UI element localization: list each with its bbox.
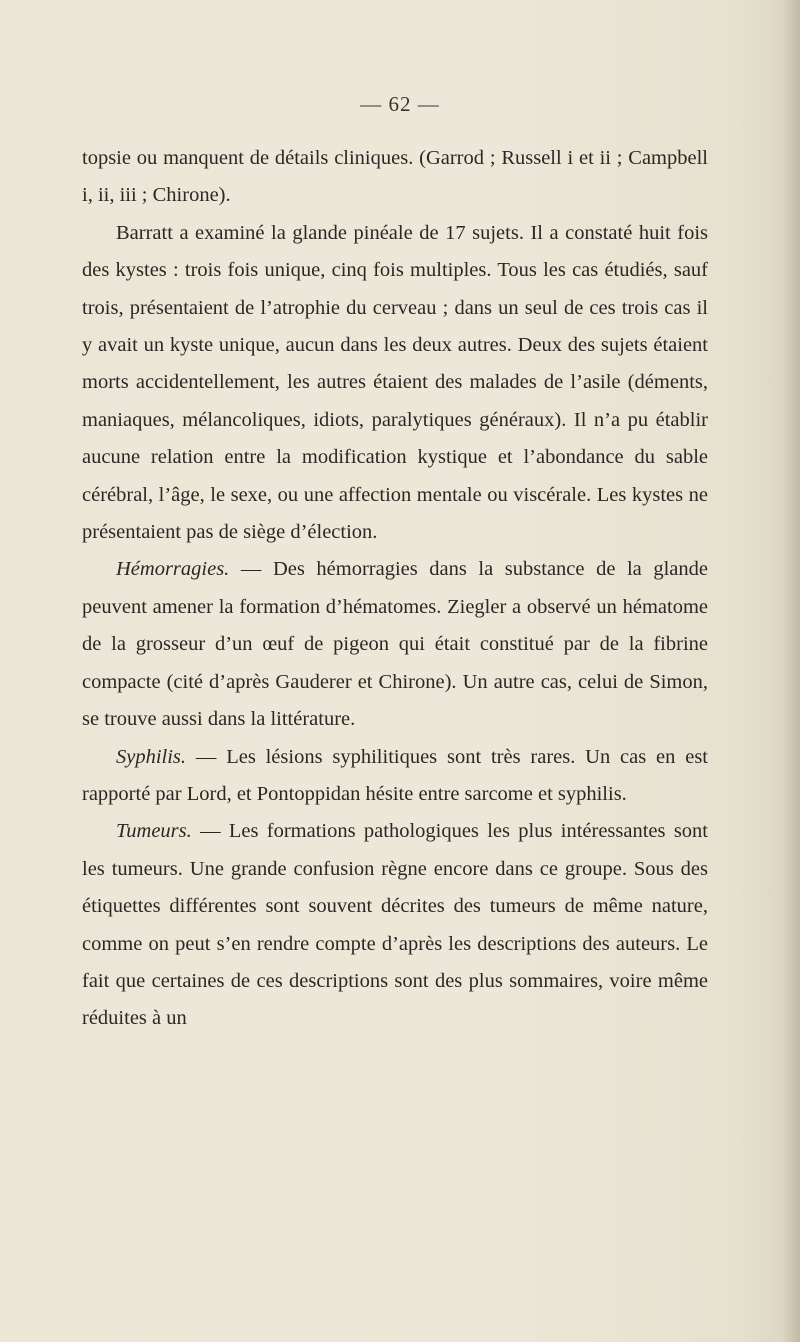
section-heading-tumeurs: Tumeurs. — [116, 820, 192, 843]
paragraph-text: Barratt a examiné la glande pinéale de 17 sujets. Il a constaté huit fois des kystes : trois fois unique, cinq fois multiples. Tous les cas étudiés, sauf trois, présentaient de l’atrophie du cerveau ; dans un seul de ces trois cas il y avait un kyste unique, aucun dans les deux autres. Deux des sujets étaient morts accidentellement, les autres étaient des malades de l’asile (déments, maniaques, mélancoliques, idiots, paralytiques généraux). Il n’a pu établir aucune relation entre la modification kystique et l’abondance du sable cérébral, l’âge, le sexe, ou une affection mentale ou viscérale. Les kystes ne présentaient pas de siège d’élection. — [82, 221, 708, 544]
section-heading-hemorragies: Hémorragies. — [116, 558, 230, 581]
paragraph-text: — Les formations pathologiques les plus intéressantes sont les tumeurs. Une grande confusion règne encore dans ce groupe. Sous des étiquettes différentes sont souvent décrites des tumeurs de même nature, comme on peut s’en rendre compte d’après les descriptions des auteurs. Le fait que certaines de ces descriptions sont des plus sommaires, voire même réduites à un — [82, 820, 708, 1030]
paragraph-syphilis — [82, 739, 708, 814]
body-text — [82, 140, 708, 1038]
paragraph-barratt — [82, 215, 708, 552]
section-heading-syphilis: Syphilis. — [116, 745, 187, 768]
paragraph-text: topsie ou manquent de détails cliniques. (Garrod ; Russell i et ii ; Campbell i, ii, iii ; Chirone). — [82, 147, 708, 207]
page-edge-shadow — [782, 0, 800, 1342]
paragraph-text: — Des hémorragies dans la substance de la glande peuvent amener la formation d’hématomes. Ziegler a observé un hématome de la grosseur d’un œuf de pigeon qui était constitué par de la fibrine compacte (cité d’après Gauderer et Chirone). Un autre cas, celui de Simon, se trouve aussi dans la littérature. — [82, 558, 708, 731]
paragraph-hemorragies — [82, 551, 708, 738]
page-number: — 62 — — [360, 92, 440, 116]
paragraph-text: — Les lésions syphilitiques sont très rares. Un cas en est rapporté par Lord, et Pontoppidan hésite entre sarcome et syphilis. — [82, 745, 708, 805]
paragraph-tumeurs — [82, 813, 708, 1037]
paragraph-continuation — [82, 140, 708, 215]
